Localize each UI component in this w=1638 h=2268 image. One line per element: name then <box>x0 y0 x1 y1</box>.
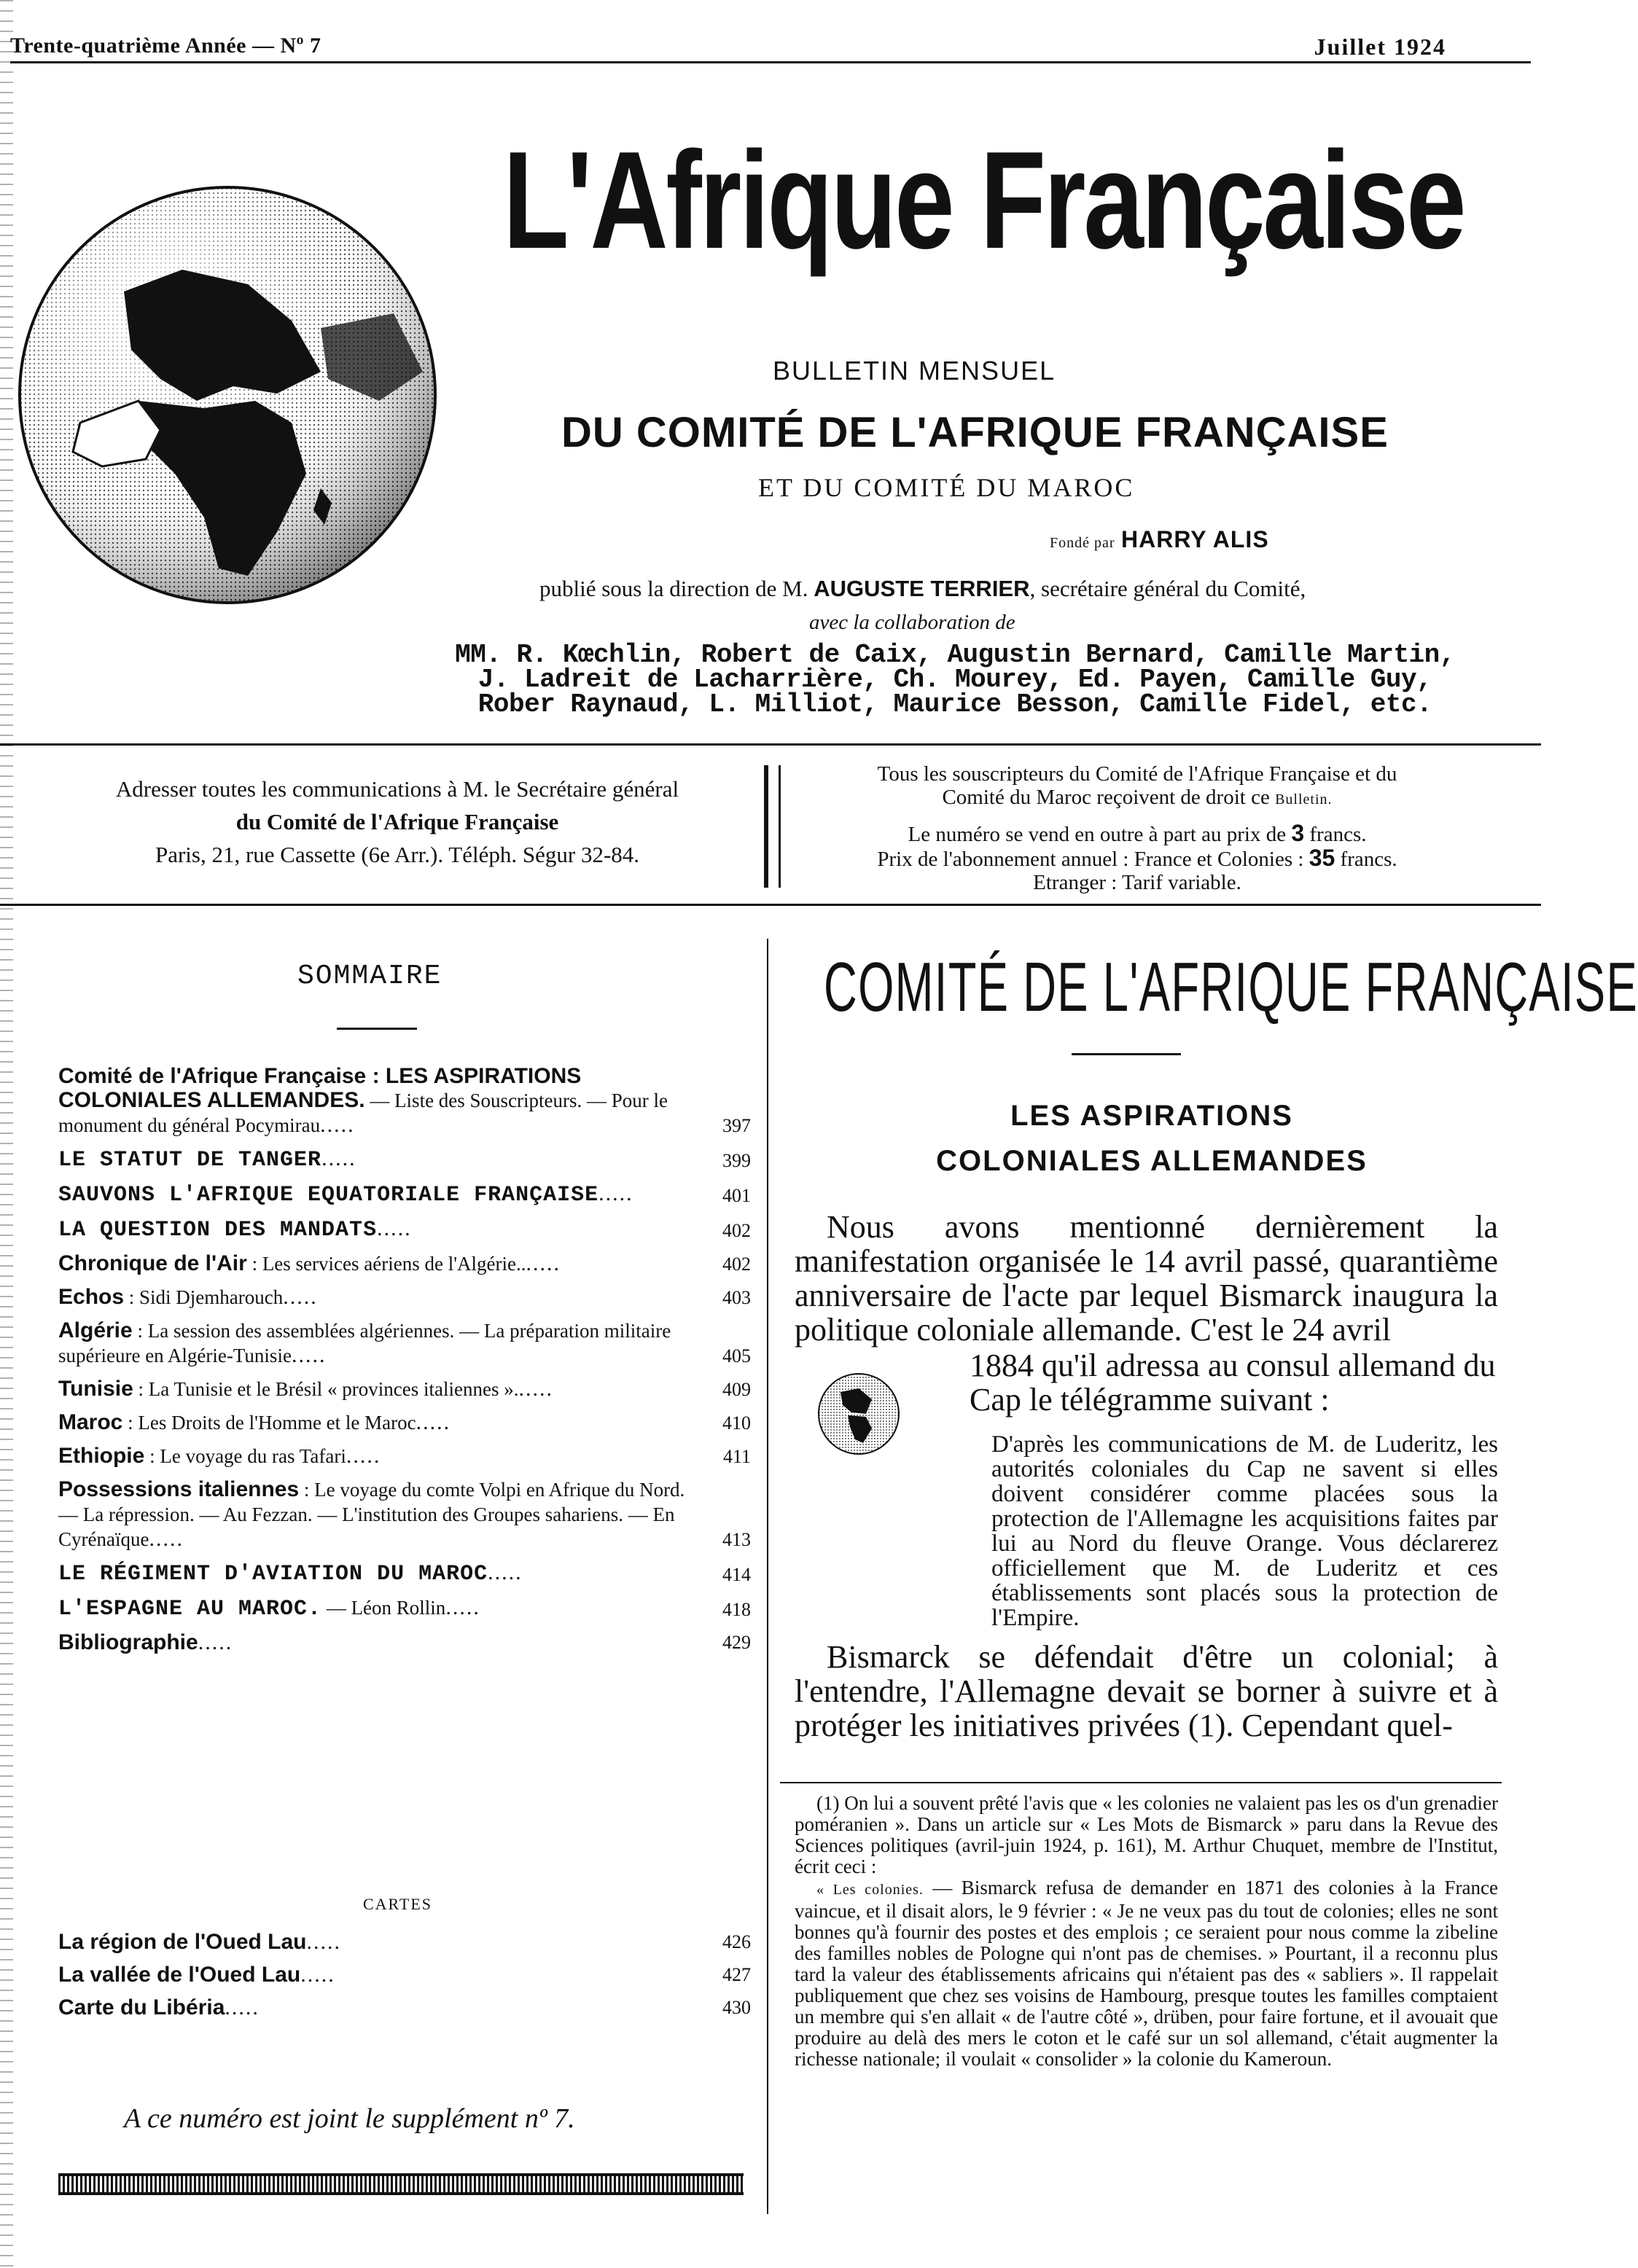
toc-entry-title: L'ESPAGNE AU MAROC. <box>58 1597 322 1622</box>
toc-leader-dots: ..... <box>518 1377 553 1401</box>
contributors-list <box>437 640 1473 719</box>
toc-page-number: 403 <box>722 1287 751 1308</box>
scan-edge-texture <box>0 0 13 2268</box>
founder-name: HARRY ALIS <box>1121 526 1269 552</box>
footnote-heading: « Les colonies. <box>816 1882 924 1898</box>
cartes-label: CARTES <box>363 1895 433 1913</box>
toc-leader-dots: ..... <box>488 1560 523 1584</box>
toc-page-number: 402 <box>722 1254 751 1275</box>
contributors-line-2: J. Ladreit de Lacharrière, Ch. Mourey, Ed. Payen, Camille Guy, <box>477 665 1432 695</box>
subscription-block <box>787 762 1487 894</box>
toc-entry-description: : Les Droits de l'Homme et le Maroc <box>122 1412 416 1434</box>
map-entry-title: La région de l'Oued Lau <box>58 1930 307 1954</box>
toc-leader-dots: ..... <box>198 1630 233 1654</box>
direction-line <box>539 576 1306 602</box>
map-leader-dots: ..... <box>306 1930 342 1954</box>
founded-prefix: Fondé par <box>1050 535 1115 551</box>
toc-page-number: 409 <box>722 1379 751 1400</box>
toc-leader-dots: ..... <box>346 1444 381 1468</box>
toc-entry-title: Comité de l'Afrique Française : LES ASPIRATIONS COLONIALES ALLEMANDES. <box>58 1064 582 1112</box>
contributors-line-1: MM. R. Kœchlin, Robert de Caix, Augustin Bernard, Camille Martin, <box>455 640 1455 670</box>
issue-date: Juillet 1924 <box>1314 34 1446 60</box>
subscription-line-2-text: Comité du Maroc reçoivent de droit ce <box>942 786 1270 809</box>
direction-suffix: , secrétaire général du Comité, <box>1029 576 1306 601</box>
footnote-paragraph-1: (1) On lui a souvent prêté l'avis que « les colonies ne valaient pas les os d'un grenadier poméranien ». Dans un article sur « Les Mots de Bismarck » paru dans la Revue des Sciences politiques (avril-juin 1924, p. 161), M. Arthur Chuquet, membre de l'Institut, écrit ceci : <box>795 1792 1498 1877</box>
article-paragraph-1 <box>795 1210 1498 1347</box>
subscription-line-2 <box>787 786 1487 811</box>
decorative-border <box>58 2173 744 2195</box>
toc-entry <box>58 1146 751 1173</box>
committee-title: DU COMITÉ DE L'AFRIQUE FRANÇAISE <box>561 409 1389 456</box>
toc-leader-dots: ..... <box>149 1527 184 1551</box>
sommaire-rule <box>337 1028 417 1030</box>
article-paragraph-2 <box>795 1640 1498 1743</box>
bulletin-word: Bulletin. <box>1275 791 1333 808</box>
article-paragraph-1-text: Nous avons mentionné dernièrement la manifestation organisée le 14 avril passé, quarantième anniversaire de l'acte par lequel Bismarck inaugura la politique coloniale allemande. C'est le 24 avril <box>795 1209 1498 1348</box>
section-title: COMITÉ DE L'AFRIQUE FRANÇAISE <box>824 948 1638 1026</box>
collaboration-label: avec la collaboration de <box>809 611 1015 634</box>
toc-entry-title: LE RÉGIMENT D'AVIATION DU MAROC <box>58 1562 488 1587</box>
map-page-number: 427 <box>722 1964 751 1985</box>
map-entry-title: La vallée de l'Oued Lau <box>58 1963 301 1987</box>
toc-entry-description: : La session des assemblées algériennes. — La préparation militaire supérieure en Algérie-Tunisie <box>58 1320 671 1366</box>
single-price-value: 3 <box>1291 820 1305 846</box>
footnote <box>795 1793 1498 2070</box>
masthead-title: L'Afrique Française <box>503 123 1465 278</box>
toc-entry-title: Algérie <box>58 1318 133 1342</box>
toc-entry-title: Chronique de l'Air <box>58 1251 247 1275</box>
toc-page-number: 414 <box>722 1564 751 1585</box>
column-divider <box>767 939 768 2214</box>
toc-leader-dots: ..... <box>598 1181 633 1205</box>
toc-page-number: 418 <box>722 1599 751 1620</box>
toc-entry-title: Echos <box>58 1285 125 1309</box>
toc-entry-title: Bibliographie <box>58 1630 198 1654</box>
director-name: AUGUSTE TERRIER <box>814 576 1030 601</box>
article-paragraph-2-text: Bismarck se défendait d'être un colonial; à l'entendre, l'Allemagne devait se borner à suivre et à protéger les initiatives privées (1). Cependant quel- <box>795 1639 1498 1743</box>
toc-entry <box>58 1595 751 1622</box>
toc-entry-description: : Les services aériens de l'Algérie.. <box>246 1253 526 1275</box>
map-page-number: 430 <box>722 1997 751 2018</box>
article-title <box>802 1093 1502 1184</box>
telegram-quote <box>795 1432 1498 1630</box>
annual-price-label: Prix de l'abonnement annuel : France et Colonies : <box>877 848 1304 871</box>
map-leader-dots: ..... <box>300 1963 335 1987</box>
map-entry <box>58 1963 751 1987</box>
toc-entry-description: : Le voyage du ras Tafari <box>144 1445 346 1467</box>
address-line-1: Adresser toutes les communications à M. le Secrétaire général <box>115 776 679 802</box>
toc-entry-description: : Sidi Djemharouch <box>124 1286 284 1308</box>
toc-entry-description: — Liste des Souscripteurs. — Pour le monument du général Pocymirau <box>58 1090 668 1136</box>
map-leader-dots: ..... <box>225 1995 260 2019</box>
map-page-number: 426 <box>722 1931 751 1952</box>
toc-page-number: 413 <box>722 1529 751 1550</box>
toc-page-number: 405 <box>722 1345 751 1366</box>
header-rule <box>10 61 1531 63</box>
subscription-line-1: Tous les souscripteurs du Comité de l'Afrique Française et du <box>877 762 1397 786</box>
footnote-paragraph-2 <box>795 1877 1498 2070</box>
toc-page-number: 402 <box>722 1220 751 1241</box>
masthead-rule <box>0 743 1541 746</box>
single-price-label: Le numéro se vend en outre à part au prix de <box>908 823 1287 846</box>
toc-entry-description: : La Tunisie et le Brésil « provinces italiennes ». <box>133 1378 519 1400</box>
founder-line <box>1050 526 1269 554</box>
toc-leader-dots: ..... <box>526 1251 561 1275</box>
table-of-contents <box>58 1064 751 1663</box>
toc-entry <box>58 1285 751 1310</box>
maroc-subtitle: ET DU COMITÉ DU MAROC <box>758 473 1135 502</box>
toc-leader-dots: ..... <box>283 1285 318 1309</box>
toc-entry <box>58 1444 751 1469</box>
address-block <box>51 773 744 871</box>
toc-entry <box>58 1064 751 1138</box>
subscription-line-4 <box>787 846 1487 871</box>
toc-entry <box>58 1477 751 1552</box>
article-title-line-1: LES ASPIRATIONS <box>1010 1100 1293 1132</box>
info-rule <box>0 904 1541 906</box>
toc-leader-dots: ..... <box>320 1113 355 1137</box>
toc-entry <box>58 1410 751 1435</box>
maps-list <box>58 1930 751 2028</box>
subscription-line-5: Etranger : Tarif variable. <box>1033 871 1241 894</box>
toc-entry-title: LE STATUT DE TANGER <box>58 1148 322 1173</box>
address-line-3: Paris, 21, rue Cassette (6e Arr.). Téléph. Ségur 32-84. <box>155 842 640 867</box>
map-entry <box>58 1930 751 1954</box>
sommaire-title: SOMMAIRE <box>297 961 442 992</box>
toc-entry <box>58 1630 751 1654</box>
footnote-rule <box>780 1782 1502 1783</box>
toc-entry-title: Ethiopie <box>58 1444 145 1468</box>
address-line-2: du Comité de l'Afrique Française <box>235 809 559 834</box>
bulletin-label: BULLETIN MENSUEL <box>773 356 1056 386</box>
toc-entry <box>58 1216 751 1243</box>
single-price-unit: francs. <box>1309 823 1367 846</box>
toc-leader-dots: ..... <box>416 1410 451 1434</box>
toc-entry-description: — Léon Rollin <box>321 1597 446 1619</box>
subscription-line-3 <box>787 821 1487 846</box>
toc-entry <box>58 1318 751 1368</box>
globe-illustration <box>15 182 441 609</box>
section-rule <box>1072 1053 1181 1055</box>
annual-price-value: 35 <box>1309 845 1335 871</box>
toc-entry-title: Maroc <box>58 1410 123 1434</box>
toc-leader-dots: ..... <box>291 1343 327 1367</box>
supplement-note: A ce numéro est joint le supplément nº 7. <box>124 2103 575 2134</box>
map-entry <box>58 1995 751 2019</box>
toc-leader-dots: ..... <box>321 1146 356 1170</box>
toc-entry-description: : Le voyage du comte Volpi en Afrique du Nord. — La répression. — Au Fezzan. — L'institution des Groupes sahariens. — En Cyrénaïque <box>58 1479 685 1550</box>
contributors-line-3: Rober Raynaud, L. Milliot, Maurice Besson, Camille Fidel, etc. <box>477 689 1432 719</box>
toc-entry <box>58 1377 751 1401</box>
toc-page-number: 399 <box>722 1150 751 1171</box>
toc-entry-title: SAUVONS L'AFRIQUE EQUATORIALE FRANÇAISE <box>58 1183 599 1208</box>
toc-entry-title: Tunisie <box>58 1377 133 1401</box>
direction-prefix: publié sous la direction de M. <box>539 576 808 601</box>
toc-entry <box>58 1560 751 1587</box>
telegram-quote-text: D'après les communications de M. de Luderitz, les autorités coloniales du Cap ne savent si elles doivent considérer comme placées sous la protection de l'Allemagne les acquisitions faites par lui au Nord du fleuve Orange. Vous déclarerez officiellement que M. de Luderitz et ces établissements sont placés sous la protection de l'Empire. <box>991 1431 1498 1631</box>
toc-page-number: 411 <box>722 1446 751 1467</box>
toc-page-number: 410 <box>722 1412 751 1434</box>
annual-price-unit: francs. <box>1340 848 1397 871</box>
toc-entry <box>58 1251 751 1276</box>
map-entry-title: Carte du Libéria <box>58 1995 225 2019</box>
toc-entry-title: Possessions italiennes <box>58 1477 300 1501</box>
toc-entry <box>58 1181 751 1208</box>
toc-page-number: 401 <box>722 1185 751 1206</box>
address-divider <box>764 765 781 888</box>
toc-entry-title: LA QUESTION DES MANDATS <box>58 1218 378 1243</box>
toc-leader-dots: ..... <box>445 1595 480 1619</box>
footnote-paragraph-2-text: — Bismarck refusa de demander en 1871 des colonies à la France vaincue, et il disait alors, le 9 février : « Je ne veux pas du tout de colonies; elles ne sont bonnes qu'à fournir des postes et des emplois ; ce seraient pour nous comme la zibeline des familles nobles de Pologne qui n'ont pas de chemises. » Pourtant, il a reconnu plus tard la valeur des établissements africains qui n'étaient pas des « sabliers ». Il rappelait publiquement que chez ses voisins de Hambourg, presque toutes les familles comptaient un membre qui s'en allait « de l'autre côté », drüben, pour faire fortune, et il avouait que produire au delà des mers le coton et le café sur un sol allemand, c'était augmenter la richesse nationale; il voulait « consolider » la colonie du Kameroun. <box>795 1877 1498 2070</box>
issue-number: Trente-quatrième Année — Nº 7 <box>10 34 321 58</box>
toc-page-number: 429 <box>722 1632 751 1653</box>
toc-page-number: 397 <box>722 1115 751 1136</box>
article-paragraph-1b: 1884 qu'il adressa au consul allemand du Cap le télégramme suivant : <box>970 1348 1496 1418</box>
toc-leader-dots: ..... <box>377 1216 412 1240</box>
article-title-line-2: COLONIALES ALLEMANDES <box>936 1145 1368 1177</box>
